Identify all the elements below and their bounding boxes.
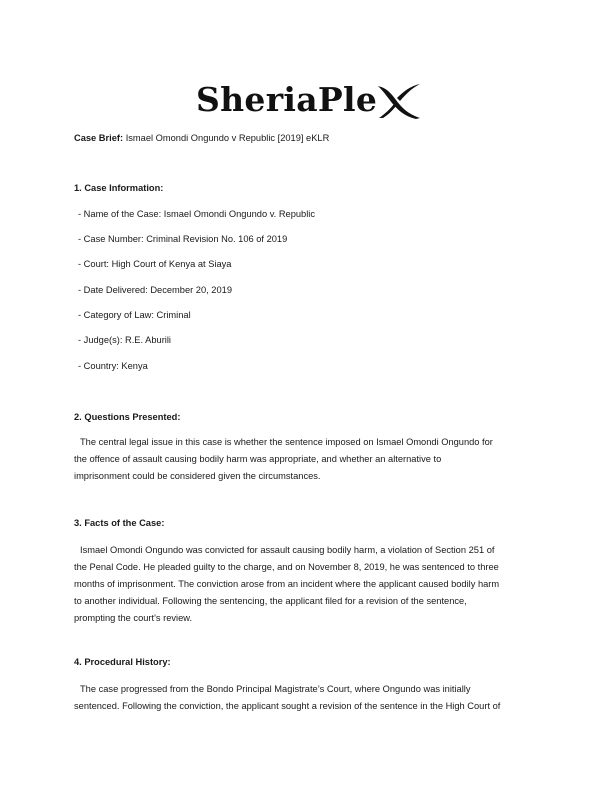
list-item: - Category of Law: Criminal [78,310,191,320]
list-item: - Court: High Court of Kenya at Siaya [78,259,232,269]
paragraph-line: Ismael Omondi Ongundo was convicted for assault causing bodily harm, a violation of Section 251 of [80,545,495,555]
paragraph-line: The central legal issue in this case is whether the sentence imposed on Ismael Omondi Ongundo for [80,437,493,447]
section-heading-procedural-history: 4. Procedural History: [74,657,171,667]
section-heading-questions-presented: 2. Questions Presented: [74,412,181,422]
procedural-history-paragraph [74,681,544,715]
list-item: - Judge(s): R.E. Aburili [78,335,172,345]
paragraph-line: to another individual. Following the sentencing, the applicant filed for a revision of the sentence, [74,596,467,606]
list-item: - Date Delivered: December 20, 2019 [78,285,232,295]
logo-text: SheriaPle [196,80,378,119]
paragraph-line: sentenced. Following the conviction, the applicant sought a revision of the sentence in the High Court of [74,701,501,711]
paragraph-line: imprisonment could be considered given the circumstances. [74,471,321,481]
paragraph-line: The case progressed from the Bondo Principal Magistrate’s Court, where Ongundo was initially [80,684,471,694]
facts-paragraph [74,542,544,627]
x-swoosh-icon [376,82,422,120]
questions-paragraph [74,434,544,485]
paragraph-line: prompting the court's review. [74,613,193,623]
paragraph-line: months of imprisonment. The conviction arose from an incident where the applicant caused bodily harm [74,579,500,589]
case-brief-title: Ismael Omondi Ongundo v Republic [2019] eKLR [125,133,330,143]
list-item: - Case Number: Criminal Revision No. 106 of 2019 [78,234,288,244]
list-item: - Name of the Case: Ismael Omondi Ongundo v. Republic [78,209,316,219]
section-heading-facts: 3. Facts of the Case: [74,518,165,528]
paragraph-line: the Penal Code. He pleaded guilty to the charge, and on November 8, 2019, he was sentenced to three [74,562,499,572]
paragraph-line: the offence of assault causing bodily harm was appropriate, and whether an alternative to [74,454,442,464]
section-heading-case-information: 1. Case Information: [74,183,164,193]
sheriaplex-logo [196,78,426,122]
case-brief-line [74,132,329,144]
case-brief-label: Case Brief: [74,133,124,143]
list-item: - Country: Kenya [78,361,148,371]
